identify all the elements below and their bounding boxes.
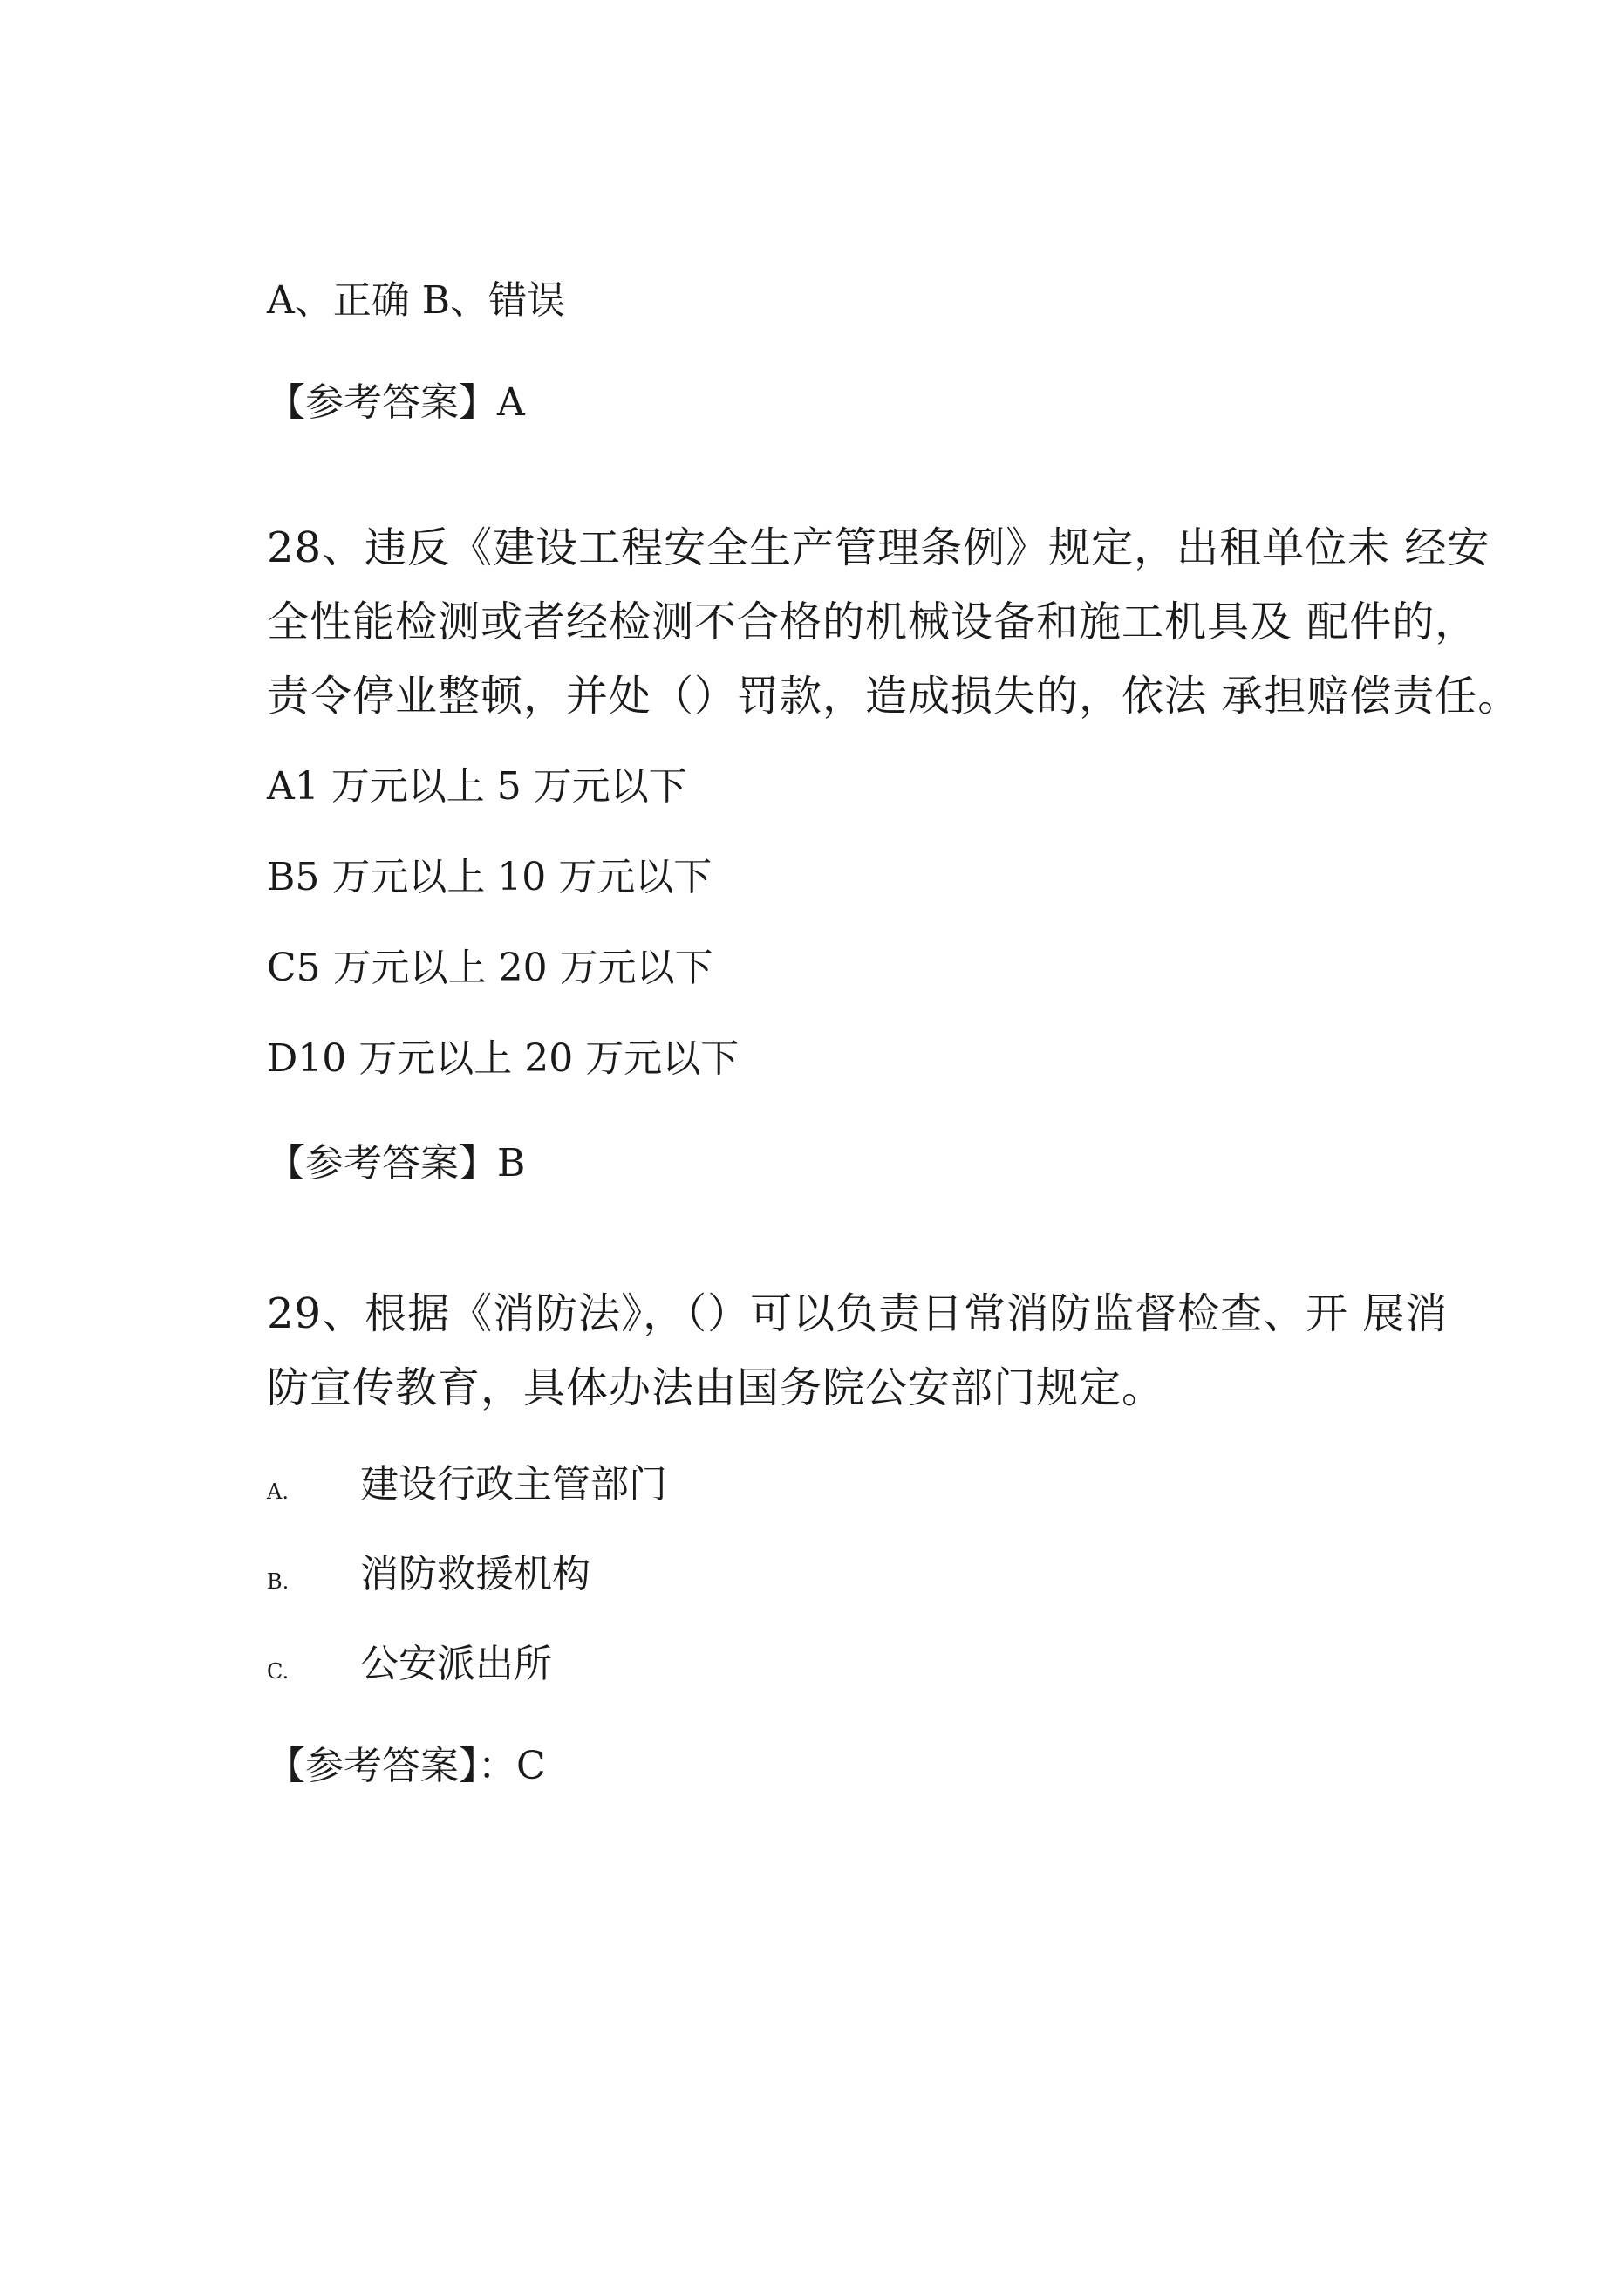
q29-option-c-letter: C.: [267, 1659, 290, 1684]
q29-stem-line-2: 防宣传教育，具体办法由国务院公安部门规定。: [267, 1363, 1165, 1412]
q28-option-b: B5 万元以上 10 万元以下: [267, 855, 713, 899]
q28-answer: 【参考答案】B: [267, 1141, 526, 1186]
q29-option-a-letter: A.: [267, 1479, 289, 1504]
q28-option-d: D10 万元以上 20 万元以下: [267, 1036, 740, 1081]
q28-option-c: C5 万元以上 20 万元以下: [267, 946, 713, 990]
q27-answer: 【参考答案】A: [267, 380, 525, 425]
q29-stem-line-1: 29、根据《消防法》，（）可以负责日常消防监督检查、开 展消: [267, 1289, 1449, 1338]
q29-option-b-text: 消防救援机构: [360, 1552, 590, 1596]
q29-option-c-text: 公安派出所: [360, 1642, 552, 1686]
q28-stem-line-1: 28、违反《建设工程安全生产管理条例》规定，出租单位未 经安: [267, 523, 1490, 572]
q27-options: A、正确 B、错误: [267, 278, 566, 323]
q29-answer: 【参考答案】：C: [267, 1744, 546, 1788]
q29-option-a-text: 建设行政主管部门: [360, 1462, 667, 1507]
q28-stem-line-2: 全性能检测或者经检测不合格的机械设备和施工机具及 配件的，: [267, 598, 1478, 646]
q29-option-b-letter: B.: [267, 1569, 290, 1594]
q28-stem-line-3: 责令停业整顿，并处（）罚款，造成损失的，依法 承担赔偿责任。: [267, 672, 1521, 721]
q28-option-a: A1 万元以上 5 万元以下: [267, 764, 687, 809]
